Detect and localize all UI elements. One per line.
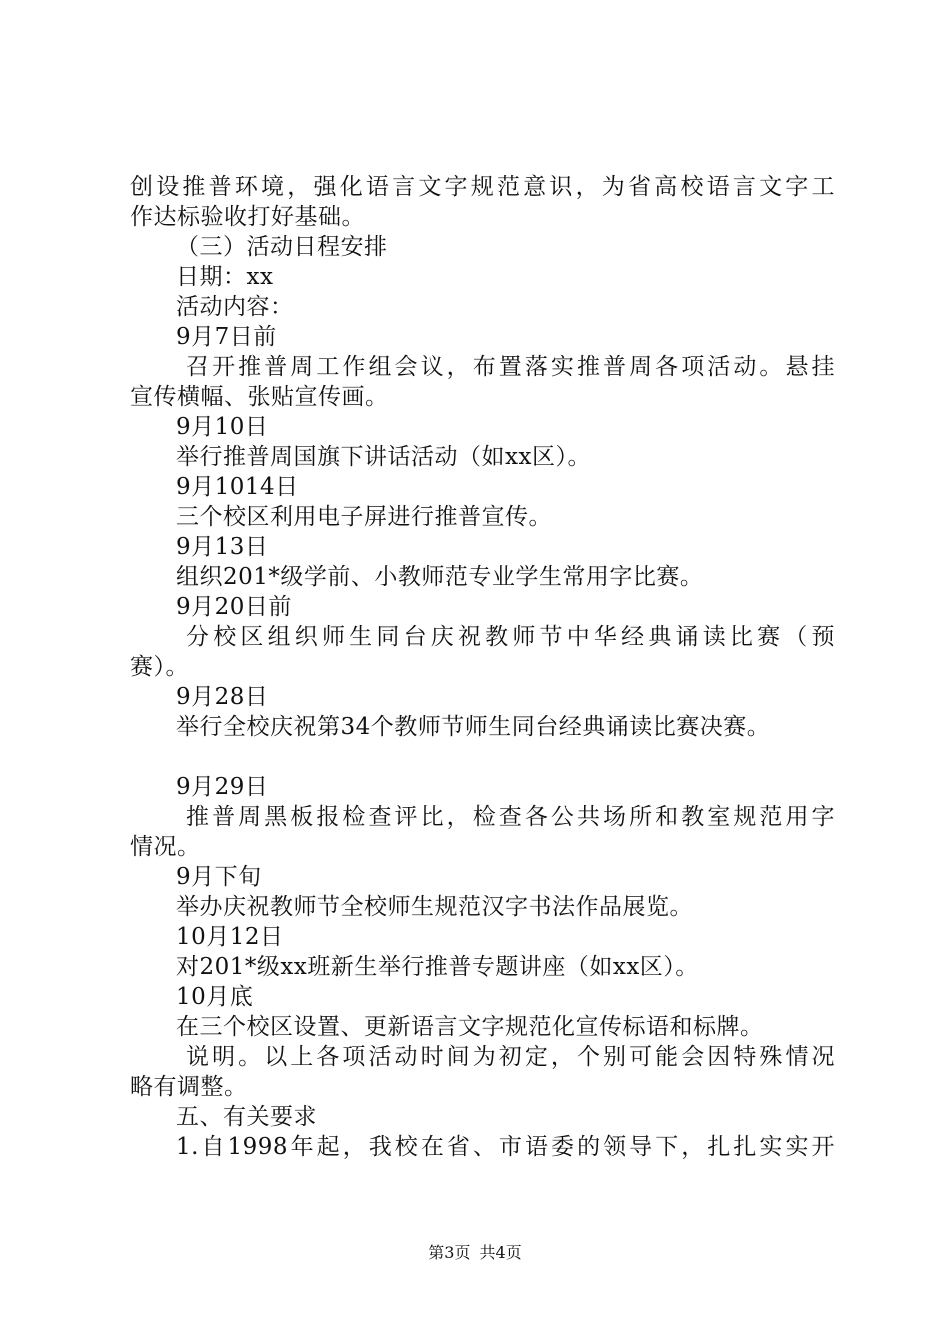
schedule-item: 在三个校区设置、更新语言文字规范化宣传标语和标牌。 bbox=[176, 1014, 764, 1040]
schedule-date: 9月28日 bbox=[176, 684, 269, 710]
date-line: 日期：xx bbox=[176, 264, 274, 290]
schedule-date: 9月20日前 bbox=[176, 594, 292, 620]
schedule-item: 推普周黑板报检查评比，检查各公共场所和教室规范用字 bbox=[186, 804, 835, 830]
schedule-item: 对201*级xx班新生举行推普专题讲座（如xx区）。 bbox=[176, 954, 699, 980]
schedule-item: 宣传横幅、张贴宣传画。 bbox=[130, 384, 389, 410]
schedule-date: 9月7日前 bbox=[176, 324, 277, 350]
document-body bbox=[130, 172, 835, 1162]
schedule-date: 10月12日 bbox=[176, 924, 284, 950]
schedule-date: 10月底 bbox=[176, 984, 254, 1010]
schedule-item: 赛）。 bbox=[130, 654, 189, 680]
blank-line bbox=[130, 742, 835, 772]
schedule-item: 三个校区利用电子屏进行推普宣传。 bbox=[176, 504, 552, 530]
schedule-date: 9月13日 bbox=[176, 534, 269, 560]
paragraph-line: 创设推普环境，强化语言文字规范意识，为省高校语言文字工 bbox=[130, 174, 835, 200]
page-number: 第3页 bbox=[428, 1243, 471, 1262]
schedule-item: 举办庆祝教师节全校师生规范汉字书法作品展览。 bbox=[176, 894, 693, 920]
schedule-item: 情况。 bbox=[130, 834, 201, 860]
schedule-item: 举行推普周国旗下讲话活动（如xx区）。 bbox=[176, 444, 591, 470]
page-footer bbox=[0, 1243, 950, 1263]
note-line: 说明。以上各项活动时间为初定，个别可能会因特殊情况 bbox=[186, 1044, 835, 1070]
schedule-item: 组织201*级学前、小教师范专业学生常用字比赛。 bbox=[176, 564, 704, 590]
schedule-date: 9月29日 bbox=[176, 774, 269, 800]
schedule-item: 分校区组织师生同台庆祝教师节中华经典诵读比赛（预 bbox=[186, 624, 835, 650]
schedule-item: 召开推普周工作组会议，布置落实推普周各项活动。悬挂 bbox=[186, 354, 835, 380]
schedule-item: 举行全校庆祝第34个教师节师生同台经典诵读比赛决赛。 bbox=[176, 714, 771, 740]
paragraph-line: 1.自1998年起，我校在省、市语委的领导下，扎扎实实开 bbox=[176, 1134, 835, 1160]
schedule-date: 9月下旬 bbox=[176, 864, 262, 890]
content-label: 活动内容： bbox=[176, 294, 294, 320]
note-line: 略有调整。 bbox=[130, 1074, 248, 1100]
section-heading: 五、有关要求 bbox=[176, 1104, 317, 1130]
schedule-date: 9月10日 bbox=[176, 414, 269, 440]
page-total: 共4页 bbox=[479, 1243, 522, 1262]
section-heading: （三）活动日程安排 bbox=[176, 234, 388, 260]
schedule-date: 9月1014日 bbox=[176, 474, 299, 500]
paragraph-line: 作达标验收打好基础。 bbox=[130, 204, 365, 230]
